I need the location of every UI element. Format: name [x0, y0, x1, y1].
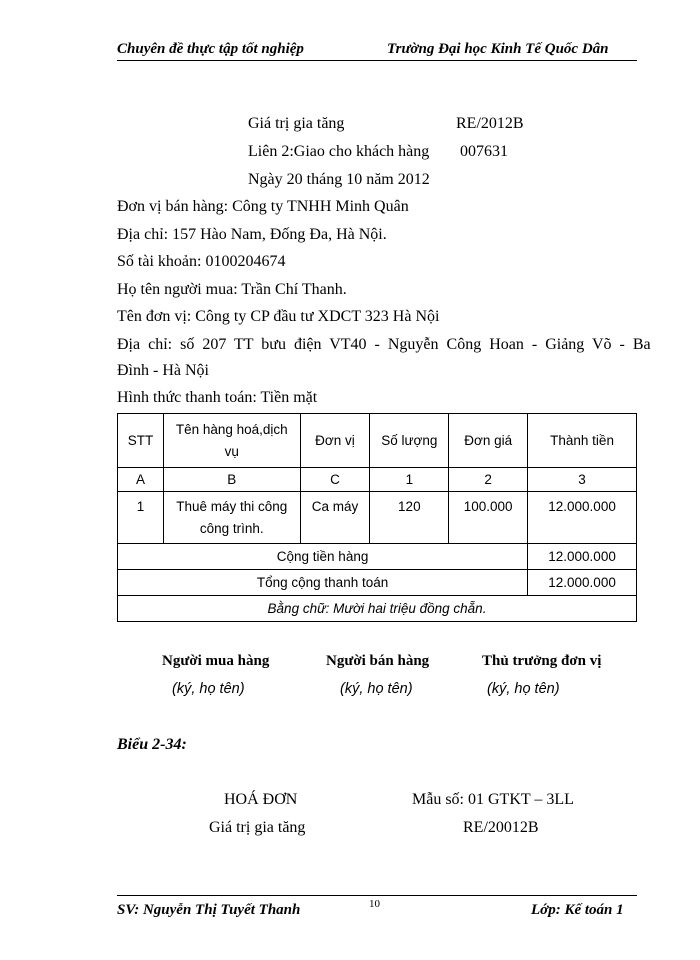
signature-head-title: Thủ trưởng đơn vị	[482, 653, 602, 669]
subtotal-label: Cộng tiền hàng	[118, 544, 528, 570]
code-c: C	[300, 468, 370, 492]
buyer-name: Họ tên người mua: Trần Chí Thanh.	[117, 281, 347, 298]
amount-in-words: Bằng chữ: Mười hai triệu đồng chẵn.	[118, 596, 637, 622]
invoice-serial: RE/2012B	[456, 115, 524, 132]
next-invoice-type: Giá trị gia tăng	[209, 819, 306, 836]
table-header-row	[118, 414, 637, 468]
row-unit: Ca máy	[300, 492, 370, 544]
total-value: 12.000.000	[528, 570, 637, 596]
header-qty: Số lượng	[370, 414, 449, 468]
invoice-date: Ngày 20 tháng 10 năm 2012	[248, 171, 430, 188]
next-invoice-form: Mẫu số: 01 GTKT – 3LL	[412, 791, 574, 808]
footer-rule	[117, 895, 637, 896]
code-b: B	[163, 468, 300, 492]
in-words-row	[118, 596, 637, 622]
table-code-row	[118, 468, 637, 492]
total-label: Tổng cộng thanh toán	[118, 570, 528, 596]
subtotal-value: 12.000.000	[528, 544, 637, 570]
buyer-address-2: Đình - Hà Nội	[117, 362, 209, 379]
header-amount: Thành tiền	[528, 414, 637, 468]
next-invoice-title: HOÁ ĐƠN	[224, 791, 298, 808]
bieu-label: Biểu 2-34:	[117, 736, 187, 753]
seller-address: Địa chỉ: 157 Hào Nam, Đống Đa, Hà Nội.	[117, 226, 387, 243]
buyer-address-1: Địa chỉ: số 207 TT bưu điện VT40 - Nguyễn Công Hoan - Giảng Võ - Ba	[117, 336, 651, 353]
header-unit: Đơn vị	[300, 414, 370, 468]
invoice-number: 007631	[460, 143, 508, 160]
buyer-unit: Tên đơn vị: Công ty CP đầu tư XDCT 323 Hà Nội	[117, 308, 440, 325]
signature-head-note: (ký, họ tên)	[487, 681, 560, 697]
row-item-name: Thuê máy thi công công trình.	[163, 492, 300, 544]
code-3: 3	[528, 468, 637, 492]
signature-buyer-note: (ký, họ tên)	[172, 681, 245, 697]
header-stt: STT	[118, 414, 164, 468]
row-stt: 1	[118, 492, 164, 544]
header-item-name: Tên hàng hoá,dịch vụ	[163, 414, 300, 468]
header-rule	[117, 60, 637, 61]
seller-line: Đơn vị bán hàng: Công ty TNHH Minh Quân	[117, 198, 409, 215]
footer-right: Lớp: Kế toán 1	[531, 902, 624, 918]
subtotal-row	[118, 544, 637, 570]
header-price: Đơn giá	[449, 414, 528, 468]
page-number: 10	[369, 898, 380, 910]
invoice-table	[117, 413, 637, 622]
total-row	[118, 570, 637, 596]
header-right: Trường Đại học Kinh Tế Quốc Dân	[387, 41, 609, 57]
row-price: 100.000	[449, 492, 528, 544]
row-qty: 120	[370, 492, 449, 544]
code-1: 1	[370, 468, 449, 492]
code-a: A	[118, 468, 164, 492]
payment-method: Hình thức thanh toán: Tiền mặt	[117, 389, 318, 406]
header-left: Chuyên đề thực tập tốt nghiệp	[117, 41, 304, 57]
row-amount: 12.000.000	[528, 492, 637, 544]
code-2: 2	[449, 468, 528, 492]
invoice-copy: Liên 2:Giao cho khách hàng	[248, 143, 430, 160]
next-invoice-serial: RE/20012B	[463, 819, 539, 836]
seller-account: Số tài khoản: 0100204674	[117, 253, 286, 270]
signature-seller-title: Người bán hàng	[326, 653, 430, 669]
table-row	[118, 492, 637, 544]
signature-seller-note: (ký, họ tên)	[340, 681, 413, 697]
invoice-type: Giá trị gia tăng	[248, 115, 345, 132]
footer-left: SV: Nguyễn Thị Tuyết Thanh	[117, 902, 301, 918]
signature-buyer-title: Người mua hàng	[162, 653, 270, 669]
